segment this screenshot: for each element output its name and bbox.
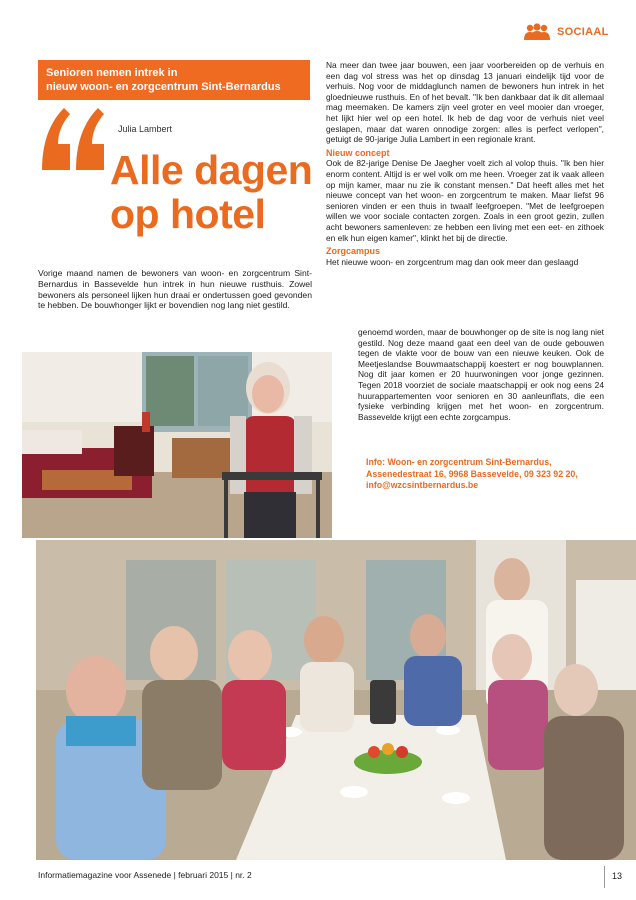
section-tag [522, 22, 622, 42]
author-name: Julia Lambert [118, 124, 173, 134]
subhead-zorgcampus: Zorgcampus [326, 246, 381, 257]
info-box [366, 457, 606, 492]
banner-line-2: nieuw woon- en zorgcentrum Sint-Bernardus [46, 81, 281, 93]
body-column-wrapped [358, 327, 604, 422]
paragraph-3-cont: genoemd worden, maar de bouwhonger op de site is nog lang niet gestild. Nog deze maand gaat een deel van de oude gebouwen tegen de vlakte voor de bouw van een nieuwe keuken. Ook de Meetjeslandse Bouwmaatschappij koestert er nog bouwplannen. Nog dit jaar komen er 20 huurwoningen voor jonge gezinnen. Tegen 2018 voorziet de sociale maatschappij er ook nog eens 24 huurappartementen voor senioren en 30 aanleunflats, die een fysieke verbinding krijgen met het woon- en zorgcentrum. Bassevelde krijgt een echte zorgcampus. [358, 327, 604, 422]
footer-divider [604, 866, 605, 888]
paragraph-3-start: Het nieuwe woon- en zorgcentrum mag dan ook meer dan geslaagd [326, 256, 579, 267]
info-line-1: Info: Woon- en zorgcentrum Sint-Bernardus, [366, 457, 552, 467]
info-line-2: Assenedestraat 16, 9968 Bassevelde, 09 323 92 20, [366, 468, 578, 479]
photo-resident-room [22, 352, 332, 538]
headline [110, 148, 320, 236]
body-column-top [326, 60, 604, 267]
article-intro: Vorige maand namen de bewoners van woon- en zorgcentrum Sint-Bernardus in Bassevelde hun intrek in hun nieuwe rusthuis. Zowel bewoners als personeel lijken hun draai er ondertussen goed gevonden te hebben. De bouwhonger lijkt er bovendien nog lang niet gestild. [38, 268, 312, 311]
quote-mark-icon [38, 100, 106, 180]
subhead-nieuw-concept: Nieuw concept [326, 147, 390, 158]
page-number: 13 [612, 871, 623, 881]
headline-line-1: Alle dagen [110, 147, 313, 193]
paragraph-1: Na meer dan twee jaar bouwen, een jaar voorbereiden op de verhuis en een dag vol stress was het op dinsdag 13 januari eindelijk tijd voor de verhuis. Nog voor de middaglunch namen de bewoners hun intrek in het gloednieuwe rusthuis. En of het bevalt. "Ik ben dankbaar dat ik dit allemaal mag meemaken. De kamers zijn veel groter en veel mooier dan vroeger, het lijkt hier wel op een hotel. Ik heb de dag voor de verhuis niet veel geslapen, maar dat waren onnodige zorgen: alles is perfect verlopen", getuigt de 90-jarige Julia Lambert in een regionale krant. [326, 60, 604, 145]
article-kicker-banner [38, 60, 310, 100]
banner-line-1: Senioren nemen intrek in [46, 67, 178, 79]
people-icon [522, 23, 552, 41]
info-email: info@wzcsintbernardus.be [366, 480, 479, 490]
photo-residents-group [36, 540, 636, 860]
headline-line-2: op hotel [110, 191, 266, 237]
paragraph-2: Ook de 82-jarige Denise De Jaegher voelt zich al volop thuis. "Ik ben hier enorm content. Altijd is er wel volk om me heen. Vroeger zat ik vaak alleen op mijn kamer, maar nu zie ik constant mensen." Dat heeft alles met het nieuwe concept van het woon- en zorgcentrum te maken. Maar liefst 96 senioren vinden er een thuis in twaalf leefgroepen. "Met de leefgroepen willen we voor sociale contacten zorgen. Zoals in een groot gezin, zullen acht bewoners samenleven: ze hebben een living met een eet- en zithoek en elk hun eigen kamer", klinkt het bij de directie. [326, 158, 604, 243]
footer-publication: Informatiemagazine voor Assenede | februari 2015 | nr. 2 [38, 870, 252, 880]
section-label: SOCIAAL [557, 26, 609, 38]
